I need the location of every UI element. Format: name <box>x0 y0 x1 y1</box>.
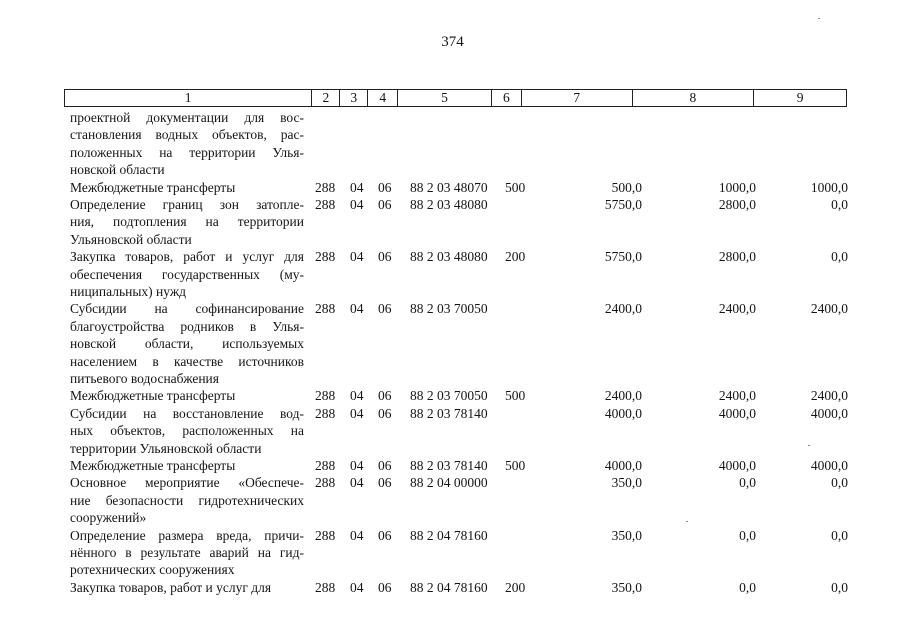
expense-type-cell: 500 <box>505 388 526 404</box>
row-description <box>70 196 304 248</box>
amount-year3-cell: 2400,0 <box>810 388 848 404</box>
admin-code-cell: 288 <box>315 527 336 543</box>
section-cell: 04 <box>350 457 364 473</box>
amount-year3-cell: 1000,0 <box>810 179 848 195</box>
description-line: обеспечения государственных (му- <box>70 266 304 282</box>
section-cell: 04 <box>350 405 364 421</box>
amount-year3-cell: 0,0 <box>831 249 848 265</box>
subsection-cell: 06 <box>378 179 392 195</box>
target-article-cell: 88 2 03 78140 <box>410 405 488 421</box>
table-row <box>0 474 905 526</box>
amount-year2-cell: 1000,0 <box>718 179 756 195</box>
column-header-5: 5 <box>398 90 492 106</box>
description-line: ных объектов, расположенных на <box>70 423 304 439</box>
row-description <box>70 405 304 457</box>
admin-code-cell: 288 <box>315 301 336 317</box>
table-column-header <box>64 89 847 107</box>
subsection-cell: 06 <box>378 388 392 404</box>
column-header-9: 9 <box>796 90 804 105</box>
column-header-7: 7 <box>522 90 633 106</box>
scan-speck <box>818 18 820 19</box>
description-line: нённого в результате аварий на гид- <box>70 544 304 560</box>
section-cell: 04 <box>350 249 364 265</box>
row-description <box>70 474 304 526</box>
target-article-cell: 88 2 04 00000 <box>410 475 488 491</box>
target-article-cell: 88 2 04 78160 <box>410 579 488 595</box>
amount-year3-cell: 0,0 <box>831 579 848 595</box>
description-line: становления водных объектов, рас- <box>70 127 304 143</box>
description-line: ния, подтопления на территории <box>70 214 304 230</box>
description-line: проектной документации для вос- <box>70 110 304 125</box>
subsection-cell: 06 <box>378 249 392 265</box>
description-line: благоустройства родников в Улья- <box>70 318 304 334</box>
description-line: Основное мероприятие «Обеспече- <box>70 475 304 491</box>
row-description <box>70 109 304 179</box>
table-row <box>0 300 905 387</box>
amount-year3-cell: 0,0 <box>831 196 848 212</box>
subsection-cell: 06 <box>378 475 392 491</box>
target-article-cell: 88 2 03 48070 <box>410 179 488 195</box>
section-cell: 04 <box>350 301 364 317</box>
section-cell: 04 <box>350 388 364 404</box>
amount-year2-cell: 0,0 <box>739 579 756 595</box>
amount-year1-cell: 500,0 <box>611 179 642 195</box>
description-line: Определение размера вреда, причи- <box>70 527 304 543</box>
amount-year1-cell: 350,0 <box>611 475 642 491</box>
target-article-cell: 88 2 03 48080 <box>410 249 488 265</box>
amount-year2-cell: 2400,0 <box>718 301 756 317</box>
amount-year2-cell: 2400,0 <box>718 388 756 404</box>
amount-year2-cell: 0,0 <box>739 527 756 543</box>
admin-code-cell: 288 <box>315 249 336 265</box>
section-cell: 04 <box>350 179 364 195</box>
description-line: Закупка товаров, работ и услуг для <box>70 579 272 595</box>
expense-type-cell: 500 <box>505 457 526 473</box>
table-row <box>0 109 905 179</box>
table-row <box>0 179 905 196</box>
section-cell: 04 <box>350 475 364 491</box>
description-line: населением в качестве источников <box>70 353 304 369</box>
target-article-cell: 88 2 03 78140 <box>410 457 488 473</box>
amount-year1-cell: 4000,0 <box>604 457 642 473</box>
admin-code-cell: 288 <box>315 196 336 212</box>
row-description <box>70 179 304 196</box>
description-line: территории Ульяновской области <box>70 440 262 456</box>
amount-year3-cell: 2400,0 <box>810 301 848 317</box>
expense-type-cell: 500 <box>505 179 526 195</box>
table-row <box>0 387 905 404</box>
row-description <box>70 248 304 300</box>
admin-code-cell: 288 <box>315 579 336 595</box>
admin-code-cell: 288 <box>315 179 336 195</box>
amount-year3-cell: 4000,0 <box>810 405 848 421</box>
description-line: новской области, используемых <box>70 336 304 352</box>
description-line: Межбюджетные трансферты <box>70 388 236 404</box>
table-row <box>0 405 905 457</box>
column-header-6: 6 <box>492 90 522 106</box>
amount-year2-cell: 2800,0 <box>718 196 756 212</box>
row-description <box>70 300 304 387</box>
column-header-4: 4 <box>368 90 398 106</box>
table-row <box>0 457 905 474</box>
admin-code-cell: 288 <box>315 405 336 421</box>
row-description <box>70 527 304 579</box>
target-article-cell: 88 2 03 48080 <box>410 196 488 212</box>
section-cell: 04 <box>350 579 364 595</box>
expense-type-cell: 200 <box>505 249 526 265</box>
column-header-2: 2 <box>312 90 340 106</box>
column-header-1: 1 <box>65 90 312 106</box>
amount-year1-cell: 2400,0 <box>604 301 642 317</box>
row-description <box>70 579 304 596</box>
amount-year3-cell: 0,0 <box>831 527 848 543</box>
amount-year3-cell: 4000,0 <box>810 457 848 473</box>
description-line: Межбюджетные трансферты <box>70 457 236 473</box>
admin-code-cell: 288 <box>315 457 336 473</box>
description-line: питьевого водоснабжения <box>70 370 219 386</box>
expense-type-cell: 200 <box>505 579 526 595</box>
page-number: 374 <box>441 34 464 50</box>
section-cell: 04 <box>350 527 364 543</box>
description-line: сооружений» <box>70 510 147 526</box>
table-row <box>0 579 905 596</box>
amount-year2-cell: 2800,0 <box>718 249 756 265</box>
description-line: Определение границ зон затопле- <box>70 196 304 212</box>
subsection-cell: 06 <box>378 457 392 473</box>
subsection-cell: 06 <box>378 579 392 595</box>
description-line: положенных на территории Улья- <box>70 144 304 160</box>
subsection-cell: 06 <box>378 196 392 212</box>
description-line: ние безопасности гидротехнических <box>70 492 304 508</box>
amount-year2-cell: 0,0 <box>739 475 756 491</box>
amount-year3-cell: 0,0 <box>831 475 848 491</box>
subsection-cell: 06 <box>378 405 392 421</box>
row-description <box>70 457 304 474</box>
amount-year2-cell: 4000,0 <box>718 405 756 421</box>
description-line: новской области <box>70 162 165 178</box>
description-line: Субсидии на софинансирование <box>70 301 304 317</box>
amount-year1-cell: 4000,0 <box>604 405 642 421</box>
column-header-3: 3 <box>340 90 368 106</box>
description-line: Ульяновской области <box>70 231 192 247</box>
description-line: Межбюджетные трансферты <box>70 179 236 195</box>
admin-code-cell: 288 <box>315 475 336 491</box>
row-description <box>70 387 304 404</box>
target-article-cell: 88 2 03 70050 <box>410 301 488 317</box>
amount-year1-cell: 350,0 <box>611 579 642 595</box>
scan-speck <box>686 521 688 522</box>
subsection-cell: 06 <box>378 527 392 543</box>
target-article-cell: 88 2 04 78160 <box>410 527 488 543</box>
subsection-cell: 06 <box>378 301 392 317</box>
table-row <box>0 527 905 579</box>
column-header-8: 8 <box>633 90 755 106</box>
amount-year1-cell: 5750,0 <box>604 196 642 212</box>
table-row <box>0 196 905 248</box>
table-body <box>0 109 905 596</box>
description-line: ротехнических сооружениях <box>70 562 235 578</box>
amount-year2-cell: 4000,0 <box>718 457 756 473</box>
target-article-cell: 88 2 03 70050 <box>410 388 488 404</box>
description-line: ниципальных) нужд <box>70 283 187 299</box>
section-cell: 04 <box>350 196 364 212</box>
admin-code-cell: 288 <box>315 388 336 404</box>
amount-year1-cell: 350,0 <box>611 527 642 543</box>
amount-year1-cell: 5750,0 <box>604 249 642 265</box>
amount-year1-cell: 2400,0 <box>604 388 642 404</box>
scan-speck <box>808 445 810 446</box>
table-row <box>0 248 905 300</box>
description-line: Субсидии на восстановление вод- <box>70 405 304 421</box>
description-line: Закупка товаров, работ и услуг для <box>70 249 304 265</box>
